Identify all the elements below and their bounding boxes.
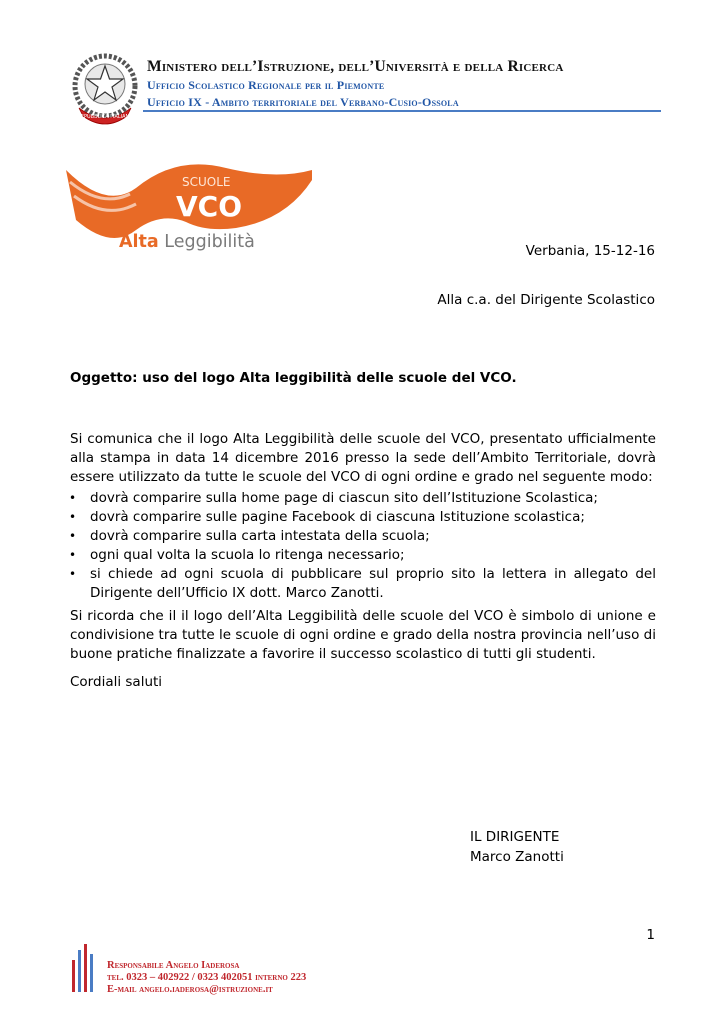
ministry-name: Ministero dell’Istruzione, dell’Università e della Ricerca [147, 58, 564, 75]
logo-subtitle: Alta Leggibilità [119, 232, 255, 252]
emblem-icon [67, 50, 143, 128]
letter-body [70, 430, 656, 692]
closing-paragraph: Si ricorda che il il logo dell’Alta Leggibilità delle scuole del VCO è simbolo di unione e condivisione tra tutte le scuole di ogni ordine e grado della nostra provincia nell’uso di buone pratiche finalizzate a favorire il successo scolastico di tutti gli studenti. [70, 608, 656, 662]
regional-office: Ufficio Scolastico Regionale per il Piemonte [147, 78, 385, 92]
recipient: Alla c.a. del Dirigente Scolastico [437, 292, 655, 308]
list-item: • dovrà comparire sulla carta intestata della scuola; [90, 527, 656, 546]
list-item: • si chiede ad ogni scuola di pubblicare sul proprio sito la lettera in allegato del Dirigente dell’Ufficio IX dott. Marco Zanotti. [90, 565, 656, 603]
footer-email: E-mail angelo.iaderosa@istruzione.it [107, 984, 273, 995]
page-number: 1 [646, 927, 655, 943]
greeting: Cordiali saluti [70, 674, 163, 690]
list-item: • ogni qual volta la scuola lo ritenga necessario; [90, 546, 656, 565]
list-item: • dovrà comparire sulla home page di ciascun sito dell’Istituzione Scolastica; [90, 489, 656, 508]
footer-responsible: Responsabile Angelo Iaderosa [107, 960, 240, 971]
footer-contact [107, 960, 306, 996]
subject-text: uso del logo Alta leggibilità delle scuole del VCO. [142, 370, 517, 386]
header-rule [143, 110, 661, 112]
place-date: Verbania, 15-12-16 [525, 243, 655, 259]
list-item: • dovrà comparire sulle pagine Facebook di ciascuna Istituzione scolastica; [90, 508, 656, 527]
letterhead [147, 58, 667, 110]
subject-line [70, 370, 517, 386]
local-office: Ufficio IX - Ambito territoriale del Verbano-Cusio-Ossola [147, 95, 459, 109]
bullet-list [70, 489, 656, 603]
signature-title: IL DIRIGENTE [470, 829, 560, 845]
signature [470, 827, 564, 867]
signature-name: Marco Zanotti [470, 849, 564, 865]
logo-top-text: SCUOLE [182, 175, 231, 189]
logo-main-text: VCO [176, 190, 243, 223]
subject-label: Oggetto: [70, 370, 138, 386]
footer-phone: tel. 0323 – 402922 / 0323 402051 interno 223 [107, 972, 307, 983]
emblem-text: REPUBBLICA ITALIANA [77, 114, 133, 120]
intro-paragraph: Si comunica che il logo Alta Leggibilità delle scuole del VCO, presentato ufficialmente alla stampa in data 14 dicembre 2016 presso la sede dell’Ambito Territoriale, dovrà essere utilizzato da tutte le scuole del VCO di ogni ordine e grado nel seguente modo: [70, 431, 656, 485]
footer-bars-icon [70, 944, 100, 994]
